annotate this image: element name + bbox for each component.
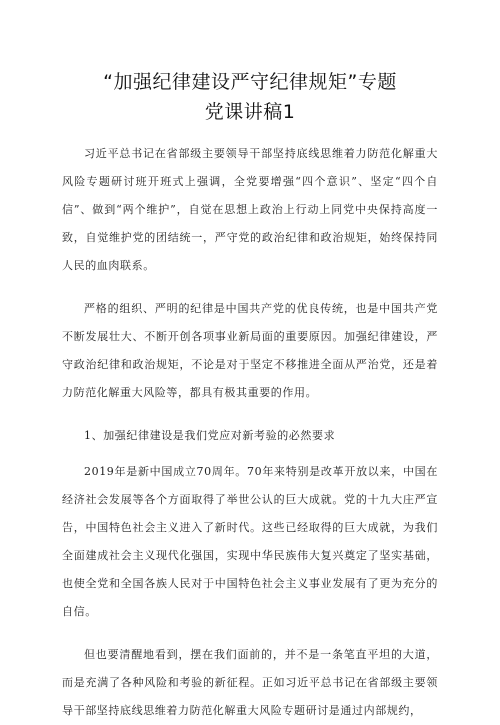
document-subtitle: 党课讲稿1 xyxy=(204,101,296,123)
section-heading: 1、加强纪律建设是我们党应对新考验的必然要求 xyxy=(84,429,336,442)
paragraph-4: 但也要清醒地看到，摆在我们面前的，并不是一条笔直平坦的大道，而是充满了各种风险和考验的新征程。正如习近平总书记在省部级主要领导干部坚持底线思维着力防范化解重大风险专题研讨是通过内部规约， xyxy=(62,648,438,717)
paragraph-3: 2019年是新中国成立70周年。70年来特别是改革开放以来，中国在经济社会发展等各个方面取得了举世公认的巨大成就。党的十九大庄严宣告，中国特色社会主义进入了新时代。这些已经取得的巨大成就，为我们全面建成社会主义现代化强国，实现中华民族伟大复兴奠定了坚实基础，也使全党和全国各族人民对于中国特色社会主义事业发展有了更为充分的自信。 xyxy=(62,465,438,618)
document-title: “加强纪律建设严守纪律规矩”专题 xyxy=(103,71,397,93)
paragraph-1: 习近平总书记在省部级主要领导干部坚持底线思维着力防范化解重大风险专题研讨班开班式上强调，全党要增强“四个意识”、坚定“四个自信”、做到“两个维护”，自觉在思想上政治上行动上同党中央保持高度一致，自觉维护党的团结统一，严守党的政治纪律和政治规矩，始终保持同人民的血肉联系。 xyxy=(62,147,438,272)
paragraph-2: 严格的组织、严明的纪律是中国共产党的优良传统，也是中国共产党不断发展壮大、不断开创各项事业新局面的重要原因。加强纪律建设，严守政治纪律和政治规矩，不论是对于坚定不移推进全面从严治党，还是着力防范化解重大风险等，都具有极其重要的作用。 xyxy=(62,302,438,399)
